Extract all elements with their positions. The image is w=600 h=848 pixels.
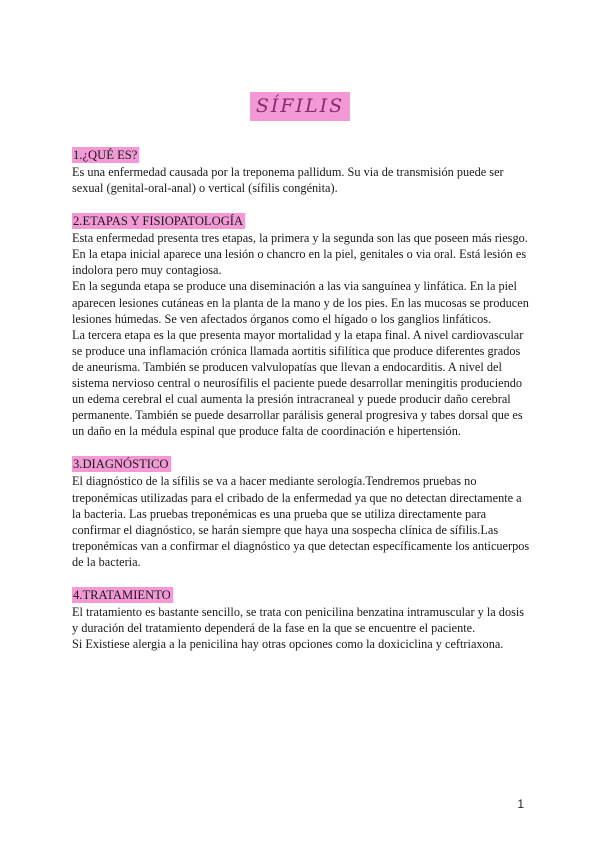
page-title: SÍFILIS: [250, 92, 350, 121]
section-diagnosis: [72, 455, 532, 570]
paragraph: En la segunda etapa se produce una diseminación a las via sanguínea y linfática. En la piel aparecen lesiones cutáneas en la planta de la mano y de los pies. En las mucosas se producen lesiones húmedas. Se ven afectados órganos como el hígado o los ganglios linfáticos.: [72, 279, 529, 326]
section-stages: [72, 212, 532, 439]
paragraph: Esta enfermedad presenta tres etapas, la primera y la segunda son las que poseen más riesgo.: [72, 231, 528, 246]
paragraph: El tratamiento es bastante sencillo, se trata con penicilina benzatina intramuscular y la dosis y duración del tratamiento dependerá de la fase en la que se encuentre el paciente.: [72, 604, 525, 636]
section-heading: 2.ETAPAS Y FISIOPATOLOGÍA: [73, 214, 244, 229]
paragraph: En la etapa inicial aparece una lesión o chancro en la piel, genitales o via oral. Está lesión es indolora pero muy contagiosa.: [72, 247, 527, 278]
page-number: 1: [517, 797, 524, 811]
section-heading: 1.¿QUÉ ES?: [73, 148, 138, 162]
paragraph: La tercera etapa es la que presenta mayor mortalidad y la etapa final. A nivel cardiovascular se produce una inflamación crónica llamada aortitis sifilítica que produce diferentes grados de aneurisma. También se producen valvulopatías que llevan a endocarditis. A nivel del sistema nervioso central o neurosífilis el paciente puede desarrollar meningitis produciendo un edema cerebral el cual aumenta la presión intracraneal y puede producir daño cerebral permanente. También se puede desarrollar parálisis general progresiva y tabes dorsal que es un daño en la médula espinal que produce falta de coordinación e hipertensión.: [72, 327, 524, 439]
section-treatment: [72, 586, 532, 652]
document-body: [72, 146, 532, 668]
title-container: [0, 92, 600, 121]
paragraph: Es una enfermedad causada por la treponema pallidum. Su via de transmisión puede ser sexual (genital-oral-anal) o vertical (sífilis congénita).: [72, 165, 504, 196]
paragraph: El diagnóstico de la sífilis se va a hacer mediante serología.Tendremos pruebas no treponémicas utilizadas para el cribado de la enfermedad ya que no detectan directamente a la bacteria. Las pruebas treponémicas es una prueba que se utiliza directamente para confirmar el diagnóstico, se harán siempre que haya una sospecha clínica de sífilis.Las treponémicas van a confirmar el diagnóstico ya que detectan específicamente los anticuerpos de la bacteria.: [72, 474, 530, 569]
section-heading: 3.DIAGNÓSTICO: [73, 457, 169, 472]
section-what-is: [72, 146, 532, 196]
paragraph: Si Existiese alergia a la penicilina hay otras opciones como la doxiciclina y ceftriaxona.: [72, 637, 504, 652]
section-heading: 4.TRATAMIENTO: [73, 587, 171, 602]
